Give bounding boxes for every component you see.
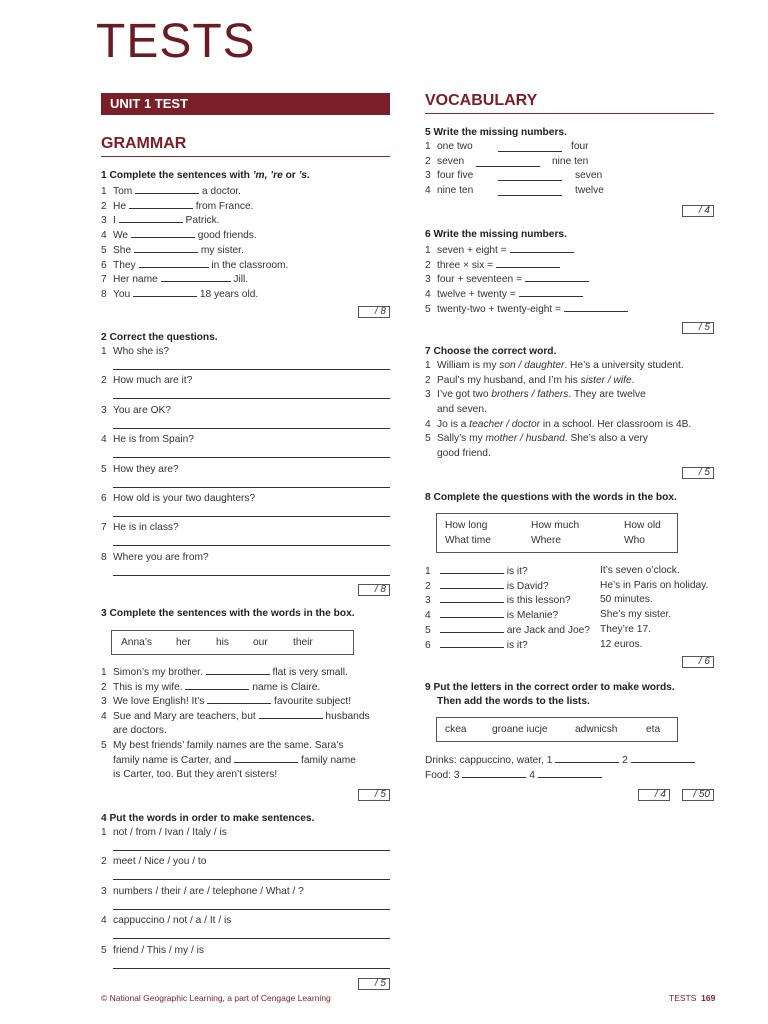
- item-number: 5: [101, 244, 107, 256]
- item-text: three × six =: [437, 259, 494, 271]
- q9-drinks: Drinks: cappuccino, water, 1 2: [425, 754, 695, 766]
- item-number: 3: [425, 170, 431, 182]
- q8-item: [425, 624, 590, 636]
- item-text: from France.: [195, 200, 254, 212]
- answer-line[interactable]: [113, 487, 390, 488]
- answer-line[interactable]: [113, 968, 390, 969]
- q8-word: Where: [531, 535, 562, 546]
- item-number: 2: [101, 200, 107, 212]
- item-number: 4: [101, 915, 107, 927]
- q1-item: [101, 200, 253, 212]
- item-text: not / from / Ivan / Italy / is: [113, 827, 227, 838]
- item-number: 5: [101, 944, 107, 956]
- item-answer: It’s seven o’clock.: [600, 565, 680, 576]
- item-text: friend / This / my / is: [113, 944, 204, 956]
- footer-page: TESTS 169: [669, 993, 716, 1003]
- item-text: four: [571, 141, 589, 152]
- q4-item: [101, 827, 227, 839]
- item-text: How they are?: [113, 463, 179, 475]
- copyright: © National Geographic Learning, a part of Cengage Learning: [101, 993, 331, 1003]
- item-text: is it?: [506, 639, 528, 651]
- grammar-rule: [101, 156, 390, 157]
- item-text: is David?: [506, 580, 549, 592]
- answer-line[interactable]: [113, 575, 390, 576]
- item-number: 7: [101, 274, 107, 286]
- item-text: in the classroom.: [211, 259, 289, 271]
- item-text: 18 years old.: [199, 288, 259, 300]
- q9-score: / 4: [638, 789, 670, 801]
- item-text: We: [113, 230, 129, 242]
- answer-line[interactable]: [113, 879, 390, 880]
- item-text: Who she is?: [113, 346, 170, 357]
- item-text: a doctor.: [201, 186, 242, 197]
- q1-item: [101, 229, 257, 241]
- q6-item: [425, 273, 589, 285]
- item-text: He is in class?: [113, 522, 179, 534]
- q8-item: [425, 609, 558, 621]
- q7-item: 2 Paul’s my husband, and I’m his sister / wife.: [425, 375, 635, 386]
- q3-word: their: [293, 637, 313, 648]
- unit-label: UNIT 1 TEST: [101, 93, 390, 115]
- q9-word: eta: [646, 724, 661, 735]
- q9-title-cont: Then add the words to the lists.: [437, 696, 590, 707]
- q9-title: 9 Put the letters in the correct order to make words.: [425, 682, 675, 693]
- item-number: 3: [425, 595, 431, 607]
- answer-line[interactable]: [113, 516, 390, 517]
- item-number: 4: [425, 185, 431, 197]
- item-number: 2: [425, 580, 431, 592]
- item-text: four five: [437, 170, 474, 182]
- q3-item: 2 This is my wife. name is Claire.: [101, 682, 321, 693]
- q3-item-cont: family name is Carter, and family name: [113, 755, 356, 766]
- item-text: seven: [437, 155, 465, 167]
- q7-score: / 5: [682, 467, 714, 479]
- vocabulary-rule: [425, 113, 714, 114]
- q5-item: [425, 141, 473, 153]
- answer-line[interactable]: [498, 195, 562, 196]
- item-text: my sister.: [200, 244, 244, 256]
- answer-line[interactable]: [113, 545, 390, 546]
- item-number: 2: [425, 259, 431, 271]
- item-text: Tom: [113, 186, 133, 197]
- q3-word: our: [253, 637, 268, 648]
- q8-answer: [600, 609, 671, 621]
- q1-item: [101, 288, 258, 300]
- item-text: nine ten: [437, 185, 474, 197]
- q6-title: 6 Write the missing numbers.: [425, 229, 567, 240]
- item-text: Her name: [113, 274, 158, 286]
- q6-score: / 5: [682, 322, 714, 334]
- q7-item-cont: good friend.: [437, 448, 491, 459]
- item-text: You are OK?: [113, 404, 171, 416]
- item-number: 2: [425, 155, 431, 167]
- q1-item: [101, 259, 288, 271]
- q5-item-end: [552, 156, 588, 168]
- q5-item-end: [571, 141, 589, 153]
- item-text: are Jack and Joe?: [506, 624, 590, 636]
- q2-title: 2 Correct the questions.: [101, 332, 218, 343]
- item-text: is it?: [506, 566, 528, 577]
- q2-item: [101, 464, 179, 476]
- q1-item: [101, 185, 241, 197]
- answer-line[interactable]: [498, 151, 562, 152]
- q2-item: [101, 552, 209, 564]
- item-text: seven + eight =: [437, 245, 507, 256]
- item-number: 1: [425, 245, 431, 256]
- q6-item: [425, 259, 560, 271]
- q8-word: How long: [445, 520, 488, 531]
- item-text: How old is your two daughters?: [113, 493, 256, 504]
- item-answer: He’s in Paris on holiday.: [600, 579, 709, 591]
- item-number: 5: [425, 624, 431, 636]
- answer-line[interactable]: [498, 180, 562, 181]
- q8-word: Who: [624, 535, 645, 546]
- q5-score: / 4: [682, 205, 714, 217]
- item-text: twenty-two + twenty-eight =: [437, 303, 562, 315]
- item-text: Where you are from?: [113, 551, 209, 563]
- q5-item: [425, 170, 473, 182]
- item-text: cappuccino / not / a / It / is: [113, 915, 232, 927]
- item-answer: She’s my sister.: [600, 609, 672, 621]
- q7-item: 4 Jo is a teacher / doctor in a school. Her classroom is 4B.: [425, 419, 692, 430]
- q4-item: [101, 945, 204, 957]
- q6-item: [425, 288, 583, 300]
- q3-word: his: [216, 637, 230, 648]
- item-number: 2: [101, 375, 107, 387]
- q9-word: ckea: [445, 724, 467, 735]
- item-number: 6: [101, 493, 107, 504]
- item-text: twelve: [575, 185, 604, 197]
- q3-item-cont: is Carter, too. But they aren’t sisters!: [113, 769, 278, 780]
- item-text: He: [113, 200, 127, 212]
- q4-title: 4 Put the words in order to make sentences.: [101, 813, 315, 824]
- item-text: is this lesson?: [506, 595, 571, 607]
- answer-line[interactable]: [476, 166, 540, 167]
- q2-item: [101, 493, 255, 505]
- q3-word: Anna’s: [121, 637, 152, 648]
- q5-item-end: [575, 185, 604, 197]
- q7-item: 5 Sally’s my mother / husband. She’s also a very: [425, 433, 648, 444]
- q7-item: 3 I’ve got two brothers / fathers. They are twelve: [425, 389, 646, 400]
- q7-item: 1 William is my son / daughter. He’s a university student.: [425, 360, 684, 371]
- q3-item: 1 Simon’s my brother. flat is very small.: [101, 667, 348, 678]
- item-text: one two: [437, 141, 473, 152]
- item-number: 1: [101, 186, 107, 197]
- q4-score: / 5: [358, 978, 390, 990]
- item-text: They: [113, 259, 136, 271]
- answer-line[interactable]: [113, 909, 390, 910]
- item-number: 3: [425, 274, 431, 286]
- item-text: is Melanie?: [506, 610, 559, 622]
- q8-answer: [600, 580, 708, 592]
- q8-item: [425, 639, 528, 651]
- item-text: meet / Nice / you / to: [113, 856, 207, 868]
- item-number: 1: [425, 566, 431, 577]
- item-number: 4: [425, 289, 431, 301]
- q2-item: [101, 522, 179, 534]
- q3-score: / 5: [358, 789, 390, 801]
- q8-answer: [600, 594, 653, 606]
- item-number: 6: [425, 639, 431, 651]
- item-number: 4: [101, 434, 107, 446]
- item-text: How much are it?: [113, 375, 193, 387]
- q6-item: [425, 244, 574, 256]
- q8-word: How old: [624, 520, 661, 531]
- q3-item-cont: are doctors.: [113, 725, 167, 736]
- q2-score: / 8: [358, 584, 390, 596]
- item-text: She: [113, 244, 132, 256]
- total-score: / 50: [682, 789, 714, 801]
- q2-item: [101, 375, 192, 387]
- item-number: 4: [101, 230, 107, 242]
- item-number: 3: [101, 404, 107, 416]
- vocabulary-title: VOCABULARY: [425, 92, 538, 109]
- item-number: 4: [425, 610, 431, 622]
- q5-item-end: [575, 170, 602, 182]
- answer-line[interactable]: [113, 428, 390, 429]
- answer-line[interactable]: [113, 398, 390, 399]
- item-text: You: [113, 288, 131, 300]
- item-text: Patrick.: [185, 215, 220, 227]
- page-title: TESTS: [96, 15, 256, 68]
- q9-word: groane iucje: [492, 724, 548, 735]
- q5-item: [425, 156, 464, 168]
- q5-title: 5 Write the missing numbers.: [425, 127, 567, 138]
- item-answer: 12 euros.: [600, 638, 643, 650]
- q3-word: her: [176, 637, 191, 648]
- q8-score: / 6: [682, 656, 714, 668]
- item-number: 5: [425, 303, 431, 315]
- q1-item: [101, 244, 244, 256]
- q9-word: adwnicsh: [575, 724, 618, 735]
- item-text: He is from Spain?: [113, 434, 194, 446]
- item-text: seven: [575, 170, 603, 182]
- q2-item: [101, 434, 194, 446]
- item-text: numbers / their / are / telephone / What / ?: [113, 885, 304, 897]
- item-text: I: [113, 215, 116, 227]
- q3-title: 3 Complete the sentences with the words in the box.: [101, 608, 355, 619]
- q6-item: [425, 303, 628, 315]
- item-text: nine ten: [552, 155, 589, 167]
- q8-item: [425, 565, 528, 577]
- q3-item: 4 Sue and Mary are teachers, but husbands: [101, 711, 370, 722]
- q8-answer: [600, 565, 680, 577]
- item-number: 3: [101, 885, 107, 897]
- q3-item: 3 We love English! It’s favourite subject!: [101, 696, 352, 707]
- answer-line[interactable]: [113, 850, 390, 851]
- q9-food: Food: 3 4: [425, 769, 602, 781]
- item-text: good friends.: [197, 230, 257, 242]
- q3-item: 5 My best friends’ family names are the same. Sara’s: [101, 740, 344, 751]
- q8-answer: [600, 639, 642, 651]
- q4-item: [101, 886, 304, 898]
- q1-item: [101, 273, 248, 285]
- item-text: twelve + twenty =: [437, 289, 516, 301]
- q1-score: / 8: [358, 306, 390, 318]
- grammar-title: GRAMMAR: [101, 135, 187, 152]
- answer-line[interactable]: [113, 457, 390, 458]
- q2-item: [101, 346, 169, 358]
- q1-title: 1 Complete the sentences with ’m, ’re or ’s.: [101, 170, 310, 181]
- q9-word-box: [436, 717, 678, 742]
- q8-item: [425, 580, 549, 592]
- answer-line[interactable]: [113, 938, 390, 939]
- q4-item: [101, 856, 206, 868]
- q4-item: [101, 915, 231, 927]
- item-answer: 50 minutes.: [600, 594, 653, 606]
- q5-item: [425, 185, 473, 197]
- item-number: 7: [101, 522, 107, 534]
- q2-item: [101, 405, 171, 417]
- q8-item: [425, 594, 571, 606]
- item-text: four + seventeen =: [437, 274, 522, 286]
- q8-title: 8 Complete the questions with the words in the box.: [425, 492, 677, 503]
- q8-word: What time: [445, 535, 491, 546]
- q3-word-box: [111, 630, 354, 655]
- item-number: 2: [101, 856, 107, 868]
- q8-answer: [600, 624, 651, 636]
- item-number: 8: [101, 551, 107, 563]
- item-text: Jill.: [233, 274, 249, 286]
- q8-word-box: [436, 513, 678, 553]
- item-answer: They’re 17.: [600, 623, 651, 635]
- item-number: 8: [101, 288, 107, 300]
- q7-item-cont: and seven.: [437, 404, 487, 415]
- item-number: 1: [425, 141, 431, 152]
- item-number: 5: [101, 463, 107, 475]
- item-number: 1: [101, 827, 107, 838]
- answer-line[interactable]: [113, 369, 390, 370]
- q8-word: How much: [531, 520, 580, 531]
- q1-item: [101, 214, 220, 226]
- item-number: 1: [101, 346, 107, 357]
- q7-title: 7 Choose the correct word.: [425, 346, 557, 357]
- item-number: 3: [101, 215, 107, 227]
- item-number: 6: [101, 259, 107, 271]
